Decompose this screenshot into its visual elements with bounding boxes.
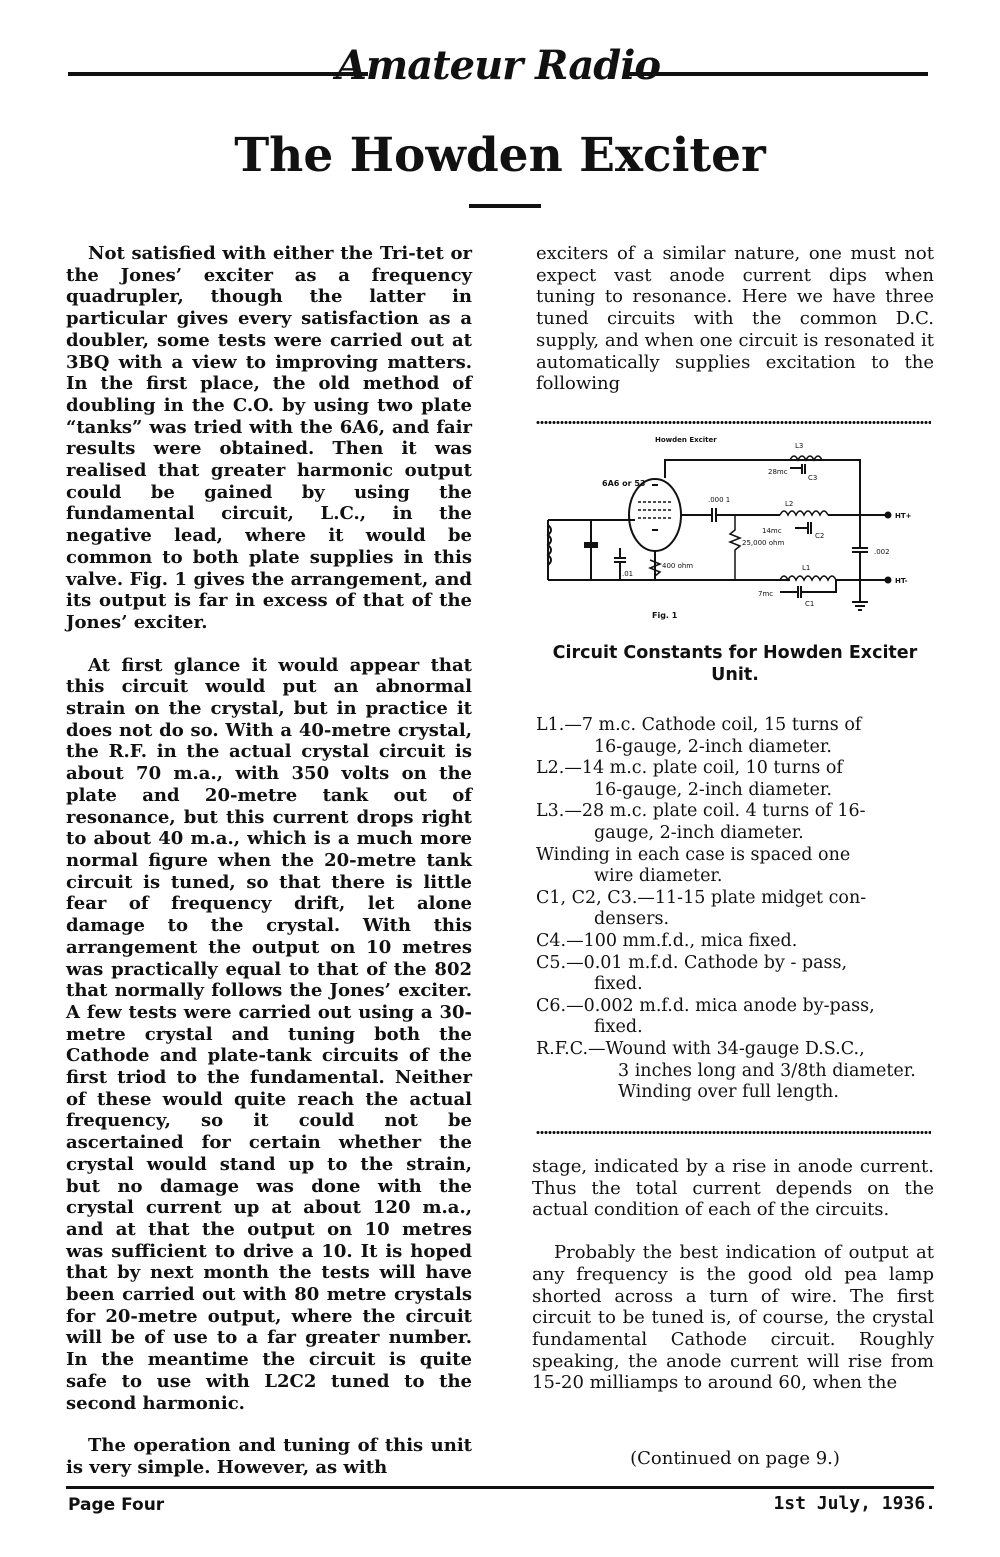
l3-label: L3 [795, 442, 804, 450]
c1000-label: .000 1 [708, 496, 731, 504]
figure-caption-bottom: Fig. 1 [652, 611, 678, 620]
left-column [66, 243, 472, 1479]
c1-label: C1 [805, 600, 815, 608]
coil-l1 [780, 576, 836, 580]
ht-plus-terminal [886, 513, 891, 518]
paragraph: The operation and tuning of this unit is very simple. However, as with [66, 1435, 472, 1478]
valve-grids [638, 502, 672, 518]
m14-label: 14mc [762, 527, 782, 535]
c2-label: C2 [815, 532, 825, 540]
paragraph: exciters of a similar nature, one must not expect vast anode current dips when tuning to resonance. Here we have three tuned circuits with the common D.C. supply, and when one circuit is resonated it automatically supplies excitation to the following [536, 243, 934, 395]
c002-label: .002 [874, 548, 890, 556]
paragraph: At first glance it would appear that this circuit would put an abnormal strain on the crystal, but in practice it does not do so. With a 40-metre crystal, the R.F. in the actual crystal circuit is about 70 m.a., with 350 volts on the plate and 20-metre tank out of resonance, but this current drops right to about 40 m.a., which is a much more normal figure when the 20-metre tank circuit is tuned, so that there is little fear of frequency drift, let alone damage to the crystal. With this arrangement the output on 10 metres was practically equal to that of the 802 that normally follows the Jones’ exciter. A few tests were carried out using a 30-metre crystal and tuning both the Cathode and plate-tank circuits of the first triod to the fundamental. Neither of these would quite reach the actual frequency, so it could not be ascertained for certain whether the crystal would stand up to the strain, but no damage was done with the crystal current up at about 120 m.a., and at that the output on 10 metres was sufficient to drive a 10. It is hoped that by next month the tests will have been carried out with 80 metre crystals for 20-metre output, where the circuit will be of use to a far greater number. In the meantime the circuit is quite safe to use with L2C2 tuned to the second harmonic. [66, 654, 472, 1414]
m7-label: 7mc [758, 590, 774, 598]
r400-label: 400 ohm [662, 562, 694, 570]
cap-c2 [795, 522, 811, 534]
constant-c1-c3: C1, C2, C3.—11-15 plate midget con- densers. [536, 887, 867, 930]
ht-minus-terminal [886, 578, 891, 583]
crystal [584, 542, 598, 548]
constants-list [536, 715, 934, 1104]
continued-note: (Continued on page 9.) [630, 1448, 840, 1469]
valve-label: 6A6 or 53 [602, 479, 646, 488]
cap-c1 [780, 580, 836, 598]
right-column-top [536, 243, 934, 395]
l1-label: L1 [802, 564, 811, 572]
constant-rfc: R.F.C.—Wound with 34-gauge D.S.C., 3 inches long and 3/8th diameter. Winding over full length. [536, 1038, 916, 1103]
l2-label: L2 [785, 500, 794, 508]
masthead-title: Amateur Radio [335, 42, 661, 89]
paragraph: Probably the best indication of output at any frequency is the good old pea lamp shorted across a turn of wire. The first circuit to be tuned is, of course, the crystal fundamental Cathode circuit. Roughly speaking, the anode current will rise from 15-20 milliamps to around 60, when the [532, 1242, 934, 1394]
constant-c5: C5.—0.01 m.f.d. Cathode by - pass, fixed. [536, 952, 848, 995]
constant-winding: Winding in each case is spaced one wire diameter. [536, 844, 851, 887]
c01-label: .01 [622, 570, 634, 578]
paragraph: Not satisfied with either the Tri-tet or the Jones’ exciter as a frequency quadrupler, though the latter in particular gives every satisfaction as a doubler, some tests were carried out at 3BQ with a view to improving matters. In the first place, the old method of doubling in the C.O. by using two plate “tanks” was tried with the 6A6, and fair results were obtained. Then it was realised that greater harmonic output could be gained by using the fundamental circuit, L.C., in the negative lead, where it would be common to both plate supplies in this valve. Fig. 1 gives the arrangement, and its output is far in excess of that of the Jones’ exciter. [66, 243, 472, 633]
valve-envelope [629, 479, 681, 551]
title-rule [469, 204, 541, 208]
cap-c3 [790, 464, 805, 474]
constant-l2: L2.—14 m.c. plate coil, 10 turns of 16-gauge, 2-inch diameter. [536, 758, 843, 800]
figure-caption-top: Howden Exciter [655, 436, 717, 444]
constants-heading: Circuit Constants for Howden Exciter Unit. [552, 643, 918, 685]
article-title: The Howden Exciter [234, 128, 766, 183]
masthead [68, 40, 928, 100]
right-column-bottom [532, 1156, 934, 1394]
ht-minus-label: HT- [895, 577, 908, 585]
ground-symbol [852, 580, 868, 610]
circuit-diagram [540, 430, 925, 630]
c3-label: C3 [808, 474, 818, 482]
page-number: Page Four [68, 1495, 165, 1515]
r25000-label: 25,000 ohm [742, 539, 785, 547]
coupling-cap [681, 508, 740, 522]
constant-l3: L3.—28 m.c. plate coil. 4 turns of 16- gauge, 2-inch diameter. [536, 801, 866, 843]
dotted-divider-bottom [536, 1130, 931, 1135]
m28-label: 28mc [768, 468, 788, 476]
paragraph: stage, indicated by a rise in anode current. Thus the total current depends on the actual condition of each of the circuits. [532, 1156, 934, 1221]
constant-l1: L1.—7 m.c. Cathode coil, 15 turns of 16-gauge, 2-inch diameter. [536, 715, 862, 757]
grid-resistor [730, 515, 740, 580]
dotted-divider-top [536, 420, 931, 425]
issue-date: 1st July, 1936. [773, 1493, 936, 1514]
constant-c6: C6.—0.002 m.f.d. mica anode by-pass, fixed. [536, 995, 875, 1038]
constant-c4: C4.—100 mm.f.d., mica fixed. [536, 930, 798, 951]
ht-plus-label: HT+ [895, 512, 912, 520]
coil-l2 [780, 511, 828, 515]
footer-rule [66, 1486, 934, 1489]
anode-bypass-cap [852, 540, 868, 580]
